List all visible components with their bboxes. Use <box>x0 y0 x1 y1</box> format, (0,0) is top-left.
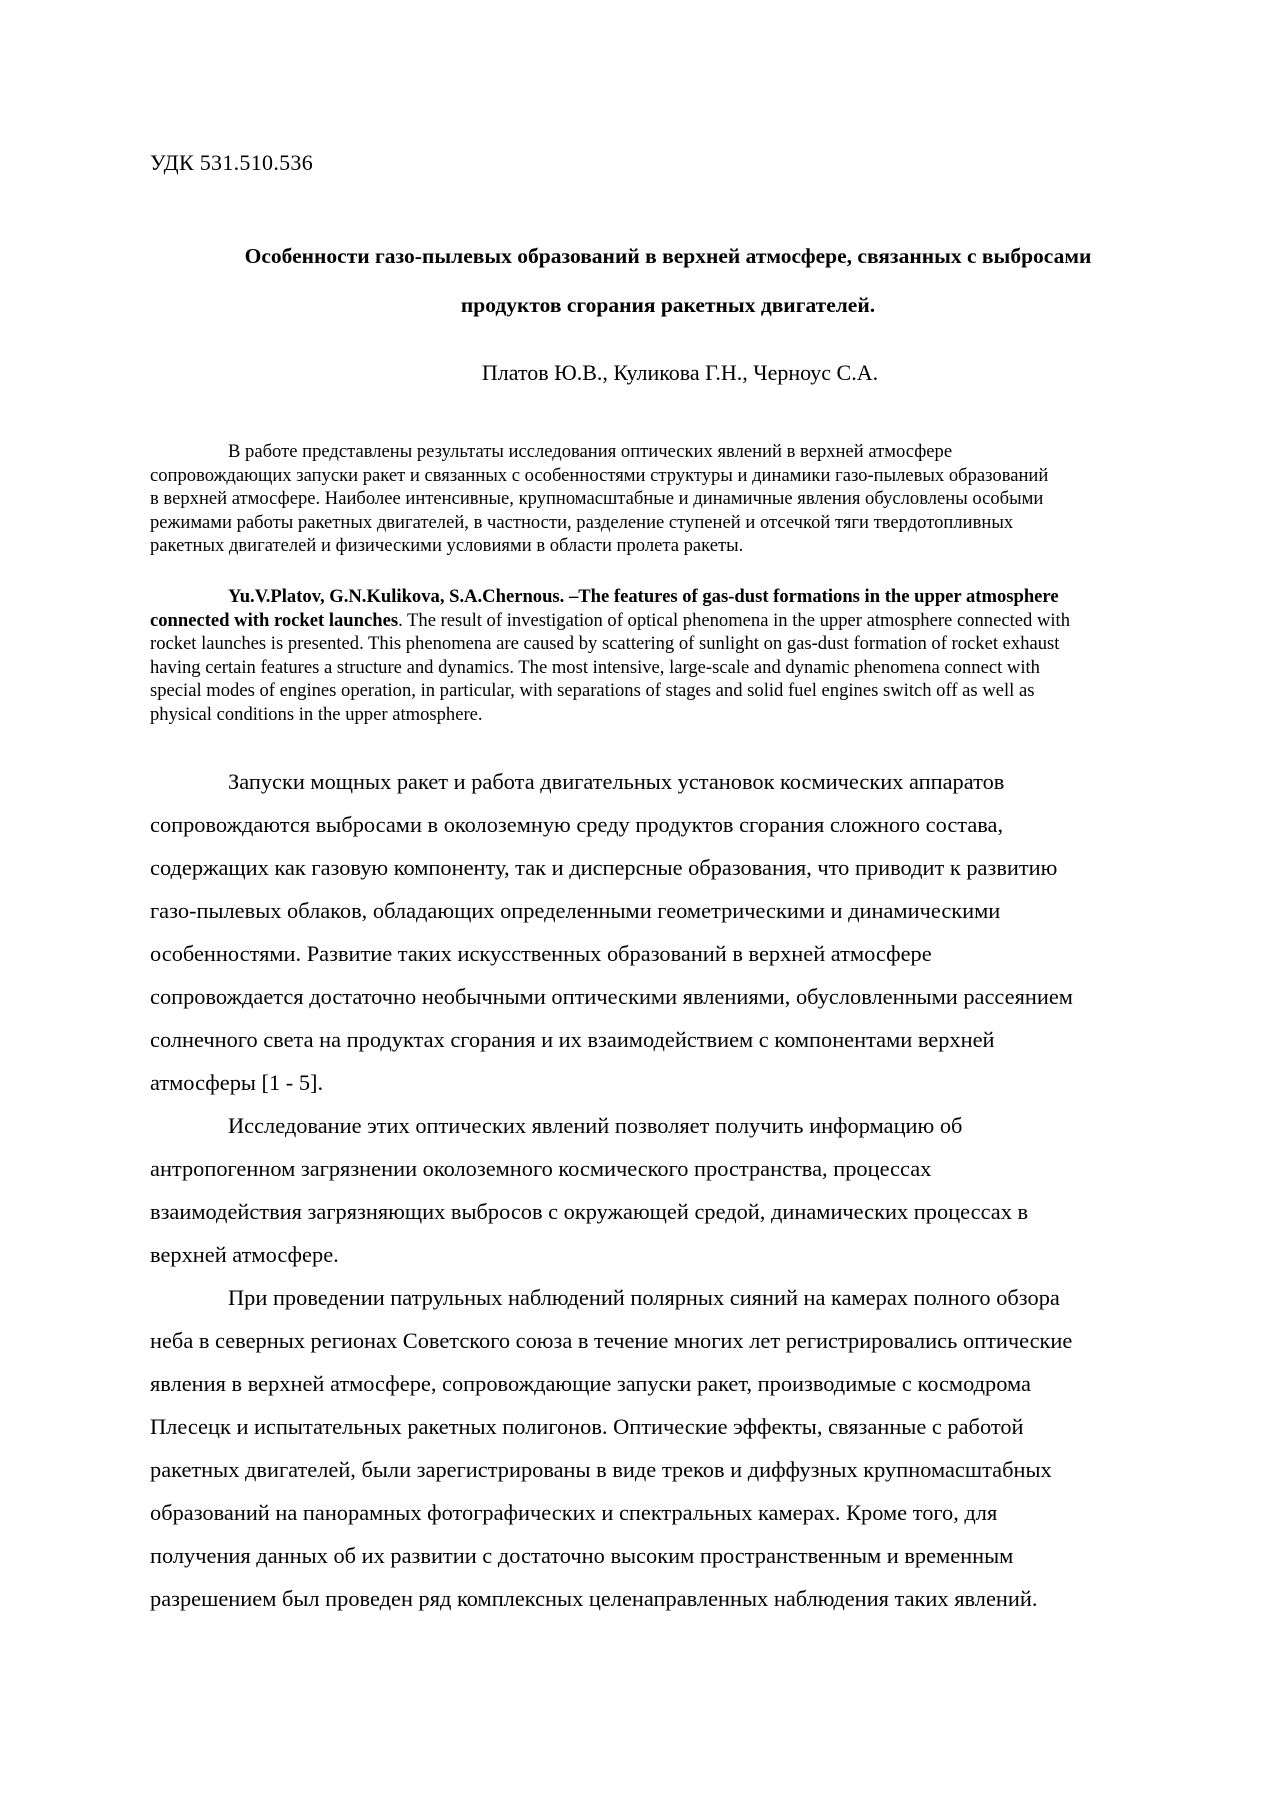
authors: Платов Ю.В., Куликова Г.Н., Черноус С.А. <box>481 360 879 385</box>
paper-title <box>150 232 1186 330</box>
body-line: особенностями. Развитие таких искусственных образований в верхней атмосфере <box>150 941 932 966</box>
abstract-en-line: special modes of engines operation, in particular, with separations of stages and solid fuel engines switch off as well as <box>150 680 1035 701</box>
body-line: явления в верхней атмосфере, сопровождающие запуски ракет, производимые с космодрома <box>150 1371 1031 1396</box>
title-line-2: продуктов сгорания ракетных двигателей. <box>460 293 876 317</box>
body-line: получения данных об их развитии с достаточно высоким пространственным и временным <box>150 1543 1014 1568</box>
abstract-ru-line: режимами работы ракетных двигателей, в частности, разделение ступеней и отсечкой тяги твердотопливных <box>150 511 1014 533</box>
abstract-ru-line: в верхней атмосфере. Наиболее интенсивные, крупномасштабные и динамичные явления обусловлены особыми <box>150 488 1044 509</box>
abstract-en-line: physical conditions in the upper atmosphere. <box>150 703 483 725</box>
body-line: ракетных двигателей, были зарегистрированы в виде треков и диффузных крупномасштабных <box>150 1457 1052 1482</box>
body-line: солнечного света на продуктах сгорания и их взаимодействием с компонентами верхней <box>150 1027 995 1052</box>
abstract-en-heading: Yu.V.Platov, G.N.Kulikova, S.A.Chernous. –The features of gas-dust formations in the upper atmosphere <box>228 586 1059 607</box>
body-line: неба в северных регионах Советского союза в течение многих лет регистрировались оптические <box>150 1328 1073 1353</box>
abstract-en-line: rocket launches is presented. This phenomena are caused by scattering of sunlight on gas-dust formation of rocket exhaust <box>150 633 1060 654</box>
body-line: газо-пылевых облаков, обладающих определенными геометрическими и динамическими <box>150 898 1001 923</box>
body-line: сопровождается достаточно необычными оптическими явлениями, обусловленными рассеянием <box>150 984 1073 1009</box>
body-line: взаимодействия загрязняющих выбросов с окружающей средой, динамических процессах в <box>150 1199 1029 1224</box>
abstract-english <box>150 585 1225 726</box>
body-line: содержащих как газовую компоненту, так и дисперсные образования, что приводит к развитию <box>150 855 1058 880</box>
body-paragraph-1 <box>150 760 1226 1104</box>
abstract-russian <box>150 440 1225 558</box>
abstract-en-line: . The result of investigation of optical phenomena in the upper atmosphere connected with <box>398 609 1071 631</box>
abstract-en-line: having certain features a structure and dynamics. The most intensive, large-scale and dynamic phenomena connect with <box>150 656 1040 678</box>
abstract-en-heading-cont: connected with rocket launches <box>150 609 399 631</box>
body-line: антропогенном загрязнении околоземного космического пространства, процессах <box>150 1156 932 1181</box>
body-line: Запуски мощных ракет и работа двигательных установок космических аппаратов <box>228 769 1005 794</box>
body-line: При проведении патрульных наблюдений полярных сияний на камерах полного обзора <box>228 1285 1060 1310</box>
body-line: образований на панорамных фотографических и спектральных камерах. Кроме того, для <box>150 1500 998 1525</box>
body-text <box>150 760 1226 1620</box>
abstract-ru-line: ракетных двигателей и физическими условиями в области пролета ракеты. <box>150 535 744 556</box>
body-line: Исследование этих оптических явлений позволяет получить информацию об <box>228 1113 963 1138</box>
body-paragraph-3 <box>150 1276 1226 1620</box>
title-line-1: Особенности газо-пылевых образований в верхней атмосфере, связанных с выбросами <box>244 244 1092 268</box>
body-line: сопровождаются выбросами в околоземную среду продуктов сгорания сложного состава, <box>150 812 1004 837</box>
udk-code: УДК 531.510.536 <box>150 150 314 175</box>
body-line: атмосферы [1 - 5]. <box>150 1070 324 1095</box>
abstract-ru-line: В работе представлены результаты исследования оптических явлений в верхней атмосфере <box>228 441 953 462</box>
abstract-ru-line: сопровождающих запуски ракет и связанных с особенностями структуры и динамики газо-пылевых образований <box>150 464 1049 486</box>
body-line: разрешением был проведен ряд комплексных целенаправленных наблюдения таких явлений. <box>150 1586 1038 1611</box>
body-line: верхней атмосфере. <box>150 1242 339 1267</box>
body-line: Плесецк и испытательных ракетных полигонов. Оптические эффекты, связанные с работой <box>150 1414 1024 1439</box>
body-paragraph-2 <box>150 1104 1226 1276</box>
